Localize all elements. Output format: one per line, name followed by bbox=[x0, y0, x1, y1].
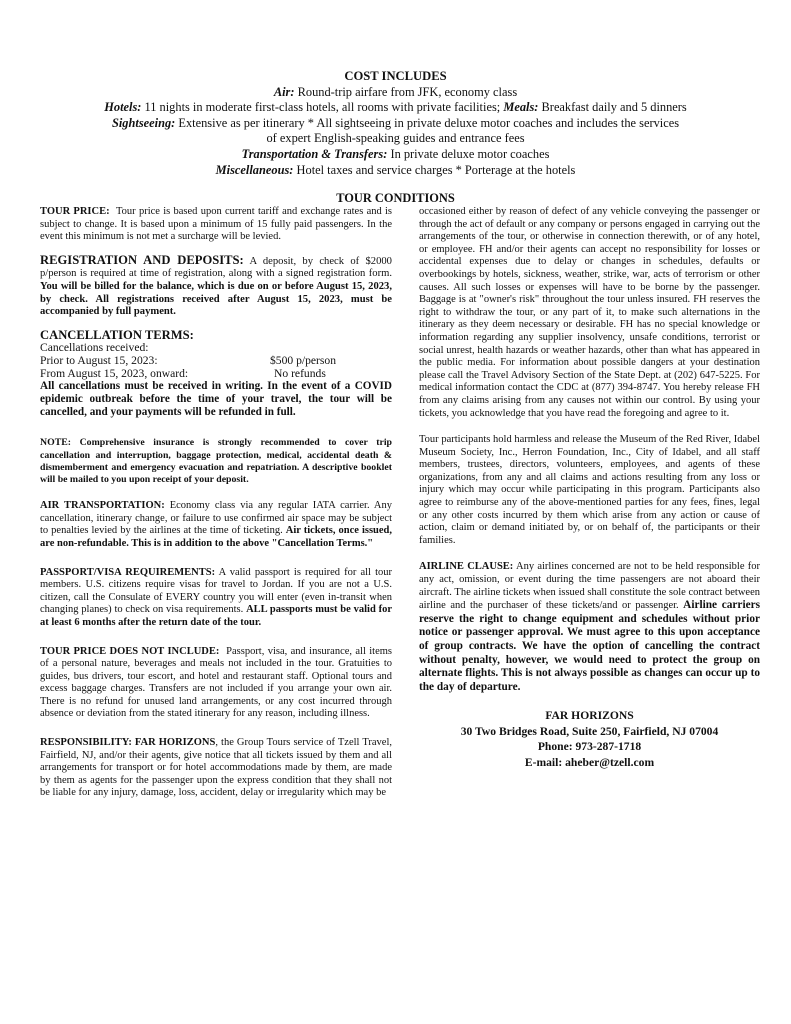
air-transport-text: Economy class via any regular IATA carrier. Any cancellation, itinerary change, or failure to use confirmed air space may be subject to penalties levied by the airlines at the time of ticketing. bbox=[40, 500, 393, 537]
cancel-row-1 bbox=[40, 354, 392, 367]
cost-transport-line bbox=[60, 147, 731, 163]
transport-label: Transportation & Transfers: bbox=[241, 146, 388, 161]
tour-price-label: TOUR PRICE: bbox=[40, 206, 110, 217]
meals-text: Breakfast daily and 5 dinners bbox=[541, 100, 687, 115]
meals-label: Meals: bbox=[503, 100, 539, 115]
passport-label: PASSPORT/VISA REQUIREMENTS: bbox=[40, 566, 216, 578]
tour-price-text: Tour price is based upon current tariff and exchange rates and is subject to change. It is based upon a minimum of 15 fully paid passengers. In the event this minimum is not met a surcharge will be levied. bbox=[40, 206, 393, 243]
cost-air-line bbox=[60, 85, 731, 101]
contact-block bbox=[419, 708, 760, 770]
cancel-row-1-when: Prior to August 15, 2023: bbox=[40, 354, 158, 368]
airline-clause-label: AIRLINE CLAUSE: bbox=[419, 561, 514, 573]
cancellation-rows bbox=[40, 341, 392, 380]
airline-clause-bold: Airline carriers reserve the right to change equipment and schedules without prior notice or passenger approval. We must agree to this upon acceptance of group contracts. We have the option of cancelling the contract without penalty, however, we would need to protect the group on alternate flights. This is not always possible as changes can occur up to the day of departure. bbox=[419, 599, 761, 693]
air-label: Air: bbox=[273, 84, 295, 99]
airline-clause-text: Any airlines concerned are not to be held responsible for any act, omission, or event during the time passengers are not aboard their aircraft. The airline tickets when issued shall constitute the sole contract between airline and the purchaser of these tickets/and or passenger. bbox=[419, 561, 760, 612]
company-name: FAR HORIZONS bbox=[545, 709, 634, 723]
hold-harmless-paragraph: Tour participants hold harmless and release the Museum of the Red River, Idabel Museum Society, Inc., Herron Foundation, Inc., City of Idabel, and all staff members, trustees, directors, volunteers, employees, and agents of these organizations, from any and all claims and actions resulting from any loss or injury which may occur while participating in this program. Participants also agree to reimburse any of the above-mentioned parties for any fees, fines, legal or any other costs incurred by them which arise from any action or cause of action, claim or demand initiated by, or on behalf of, the participants or their families. bbox=[419, 434, 760, 546]
cancellation-bold: All cancellations must be received in writing. In the event of a COVID epidemic outbreak before the time of your travel, the tour will be cancelled, and your payments will be refunded in full. bbox=[40, 380, 392, 419]
cancel-row-2-fee: No refunds bbox=[274, 367, 326, 381]
left-column bbox=[40, 206, 392, 810]
sightseeing-label: Sightseeing: bbox=[111, 115, 176, 130]
hotels-label: Hotels: bbox=[104, 100, 142, 115]
passport-paragraph bbox=[40, 567, 392, 630]
cancel-row-2 bbox=[40, 367, 392, 380]
cancellation-label: CANCELLATION TERMS: bbox=[40, 327, 194, 342]
registration-text: A deposit, by check of $2000 p/person is required at time of registration, along with a signed registration form. bbox=[40, 255, 392, 280]
passport-bold: ALL passports must be valid for at least 6 months after the return date of the tour. bbox=[40, 604, 393, 628]
hotels-text: 11 nights in moderate first-class hotels, all rooms with private facilities; bbox=[144, 100, 501, 115]
cancel-row-1-fee: $500 p/person bbox=[270, 354, 337, 368]
responsibility-label: RESPONSIBILITY: FAR HORIZONS bbox=[40, 737, 216, 749]
not-include-paragraph bbox=[40, 646, 392, 722]
company-address: 30 Two Bridges Road, Suite 250, Fairfield, NJ 07004 bbox=[460, 724, 719, 738]
passport-text: A valid passport is required for all tour members. U.S. citizens require visas for travel to Jordan. If you are not a U.S. citizen, call the Consulate of EVERY country you will enter (even in-transit when changing planes) to check on visa requirements. bbox=[40, 566, 392, 616]
responsibility-continued: occasioned either by reason of defect of any vehicle conveying the passenger or through the act of default or any company or persons engaged in carrying out the arrangements of the tour, or otherwise in connection therewith, or of any hotel, or employee. FH and/or their agents can accept no responsibility for losses or accidental expenses due to delay or changes in schedules, defaults or overbookings by hotels, sickness, weather, strike, war, acts of terrorism or other causes. All such losses or expenses will have to be borne by the passenger. Baggage is at "owner's risk" throughout the tour unless insured. FH reserves the right to withdraw the tour, or any part of it, to make such alternations in the itinerary as they deem necessary or desirable. FH has no special knowledge or information regarding any supplier insolvency, unsafe conditions, terrorist or social unrest, health hazards or weather hazards, other than what has appeared in the public media. For information about possible dangers at your destination please call the Travel Advisory Section of the State Dept. at (202) 647-5225. For medical information contact the CDC at (877) 394-8747. You hereby release FH from any claims arising from any causes not within our control. By using your tickets, you acknowledge that you have read the foregoing and agree to it. bbox=[419, 206, 760, 419]
tour-conditions-heading: TOUR CONDITIONS bbox=[336, 191, 455, 205]
registration-label: REGISTRATION AND DEPOSITS: bbox=[40, 252, 244, 267]
cost-misc-line bbox=[60, 163, 731, 179]
misc-label: Miscellaneous: bbox=[215, 162, 294, 177]
air-transport-bold: Air tickets, once issued, are non-refundable. This is in addition to the above "Cancellation Terms." bbox=[40, 525, 392, 549]
cancellation-received: Cancellations received: bbox=[40, 341, 149, 355]
air-transport-label: AIR TRANSPORTATION: bbox=[40, 500, 165, 512]
registration-bold: You will be billed for the balance, which is due on or before August 15, 2023, by check. All registrations received after August 15, 2023, must be accompanied by full payment. bbox=[40, 280, 392, 318]
transport-text: In private deluxe motor coaches bbox=[390, 146, 550, 161]
not-include-text: Passport, visa, and insurance, all items of a personal nature, beverages and meals not included in the tour. Gratuities to guides, bus drivers, tour escort, and hotel and restaurant staff. Optional tours and excess baggage charges. Transfers are not included if you arrange your own air. There is no refund for unused land arrangements, or any cost incurred through absence or deviation from the stated itinerary for any reason, including illness. bbox=[40, 645, 393, 720]
tour-price-paragraph bbox=[40, 206, 392, 244]
sightseeing-text: Extensive as per itinerary * All sightseeing in private deluxe motor coaches and includes the services bbox=[178, 115, 680, 130]
cost-sightseeing-line-2: of expert English-speaking guides and entrance fees bbox=[266, 131, 525, 146]
not-include-label: TOUR PRICE DOES NOT INCLUDE: bbox=[40, 645, 220, 657]
air-transport-paragraph bbox=[40, 500, 392, 550]
misc-text: Hotel taxes and service charges * Porterage at the hotels bbox=[296, 162, 576, 177]
company-phone: Phone: 973-287-1718 bbox=[537, 740, 642, 754]
insurance-note: NOTE: Comprehensive insurance is strongly recommended to cover trip cancellation and interruption, baggage protection, medical, accidental death & dismemberment and emergency evacuation and repatriation. A descriptive booklet will be mailed to you upon receipt of your deposit. bbox=[40, 437, 392, 485]
cost-hotels-line bbox=[60, 100, 731, 116]
airline-clause-paragraph bbox=[419, 561, 760, 694]
cost-includes-section bbox=[60, 69, 731, 178]
responsibility-text: , the Group Tours service of Tzell Travel, Fairfield, NJ, and/or their agents, give notice that all tickets issued by them and all arrangements for transport or for hotel accommodations made by them, are made by them as agents for the passenger upon the express condition that they shall not be liable for any injury, damage, loss, accident, delay or irregularity which may be bbox=[40, 737, 392, 799]
cancellation-block bbox=[40, 329, 392, 420]
right-column bbox=[419, 206, 760, 770]
registration-paragraph bbox=[40, 254, 392, 319]
cost-sightseeing-line bbox=[60, 116, 731, 132]
company-email[interactable]: E-mail: aheber@tzell.com bbox=[524, 755, 655, 769]
responsibility-paragraph bbox=[40, 737, 392, 800]
cost-includes-heading: COST INCLUDES bbox=[344, 69, 447, 83]
air-text: Round-trip airfare from JFK, economy class bbox=[297, 84, 518, 99]
cancel-row-2-when: From August 15, 2023, onward: bbox=[40, 367, 189, 381]
